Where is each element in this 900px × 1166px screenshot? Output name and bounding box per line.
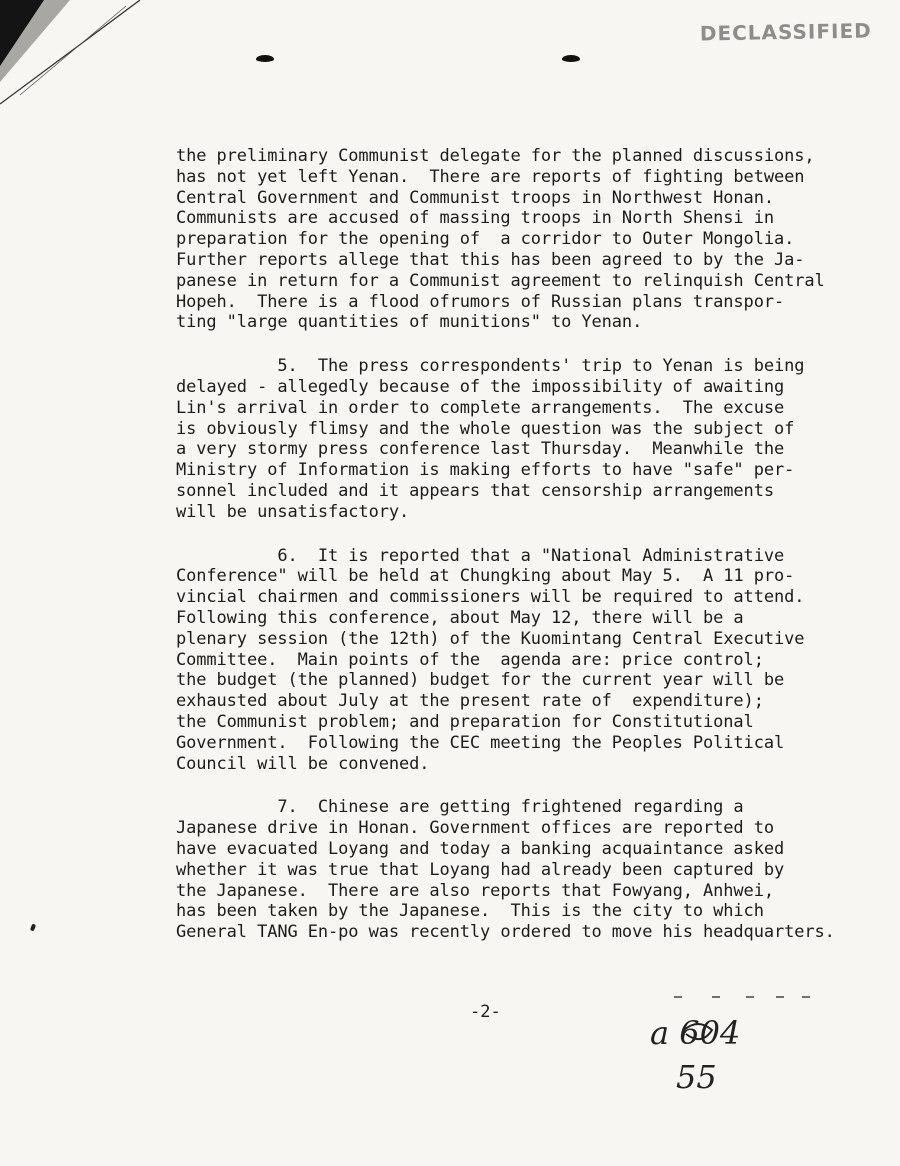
text-line: the Communist problem; and preparation for Constitutional (176, 711, 754, 732)
text-line: Hopeh. There is a flood ofrumors of Russian plans transpor- (176, 291, 785, 312)
text-line: Conference" will be held at Chungking about May 5. A 11 pro- (176, 566, 795, 587)
text-line: Committee. Main points of the agenda are: price control; (176, 649, 764, 670)
text-line: a very stormy press conference last Thursday. Meanwhile the (176, 439, 785, 460)
text-line: plenary session (the 12th) of the Kuomintang Central Executive (176, 628, 805, 649)
page-number: -2- (470, 1002, 501, 1022)
text-line: Lin's arrival in order to complete arrangements. The excuse (176, 397, 785, 418)
text-line: Ministry of Information is making efforts to have "safe" per- (176, 460, 795, 481)
paragraph-7 (176, 797, 876, 943)
text-line: Japanese drive in Honan. Government offices are reported to (176, 818, 774, 839)
text-line: vincial chairmen and commissioners will be required to attend. (176, 587, 805, 608)
text-line: panese in return for a Communist agreement to relinquish Central (176, 270, 825, 291)
text-line: 7. Chinese are getting frightened regarding a (176, 797, 744, 818)
handwritten-annotation (640, 1010, 840, 1100)
text-line: has been taken by the Japanese. This is the city to which (176, 901, 764, 922)
paragraph-6 (176, 546, 876, 775)
text-line: delayed - allegedly because of the impossibility of awaiting (176, 376, 785, 397)
punch-hole-left (256, 55, 274, 62)
text-line: 6. It is reported that a "National Administrative (176, 545, 785, 566)
text-line: the preliminary Communist delegate for the planned discussions, (176, 146, 815, 166)
punch-hole-right (562, 55, 580, 62)
text-line: the budget (the planned) budget for the current year will be (176, 670, 785, 691)
text-line: sonnel included and it appears that censorship arrangements (176, 480, 774, 501)
stamp-text: DECLASSIFIED (699, 18, 872, 46)
text-line: Central Government and Communist troops in Northwest Honan. (176, 187, 774, 208)
text-line: Government. Following the CEC meeting the Peoples Political (176, 732, 785, 753)
handwritten-line-2: 55 (676, 1058, 717, 1096)
text-line: preparation for the opening of a corridor to Outer Mongolia. (176, 229, 795, 250)
paragraph-continuation (176, 146, 876, 333)
text-line: whether it was true that Loyang had already been captured by (176, 859, 785, 880)
document-body (176, 146, 876, 966)
corner-fold-mark (0, 0, 150, 110)
text-line: is obviously flimsy and the whole question was the subject of (176, 418, 795, 439)
text-line: Council will be convened. (176, 753, 430, 774)
text-line: Further reports allege that this has been agreed to by the Ja- (176, 249, 805, 270)
declassified-stamp (700, 17, 873, 66)
text-line: has not yet left Yenan. There are reports of fighting between (176, 166, 805, 187)
text-line: Following this conference, about May 12, there will be a (176, 607, 744, 628)
text-line: ting "large quantities of munitions" to Yenan. (176, 312, 643, 333)
text-line: the Japanese. There are also reports that Fowyang, Anhwei, (176, 880, 774, 901)
text-line: have evacuated Loyang and today a banking acquaintance asked (176, 838, 785, 859)
ink-speck (30, 924, 36, 932)
text-line: will be unsatisfactory. (176, 501, 410, 522)
text-line: General TANG En-po was recently ordered to move his headquarters. (176, 922, 835, 943)
text-line: Communists are accused of massing troops in North Shensi in (176, 208, 774, 229)
paragraph-5 (176, 356, 876, 522)
dash-marks (672, 994, 812, 1000)
handwritten-line-1: a 604 (650, 1014, 741, 1052)
text-line: 5. The press correspondents' trip to Yenan is being (176, 356, 805, 377)
text-line: exhausted about July at the present rate of expenditure); (176, 691, 764, 712)
